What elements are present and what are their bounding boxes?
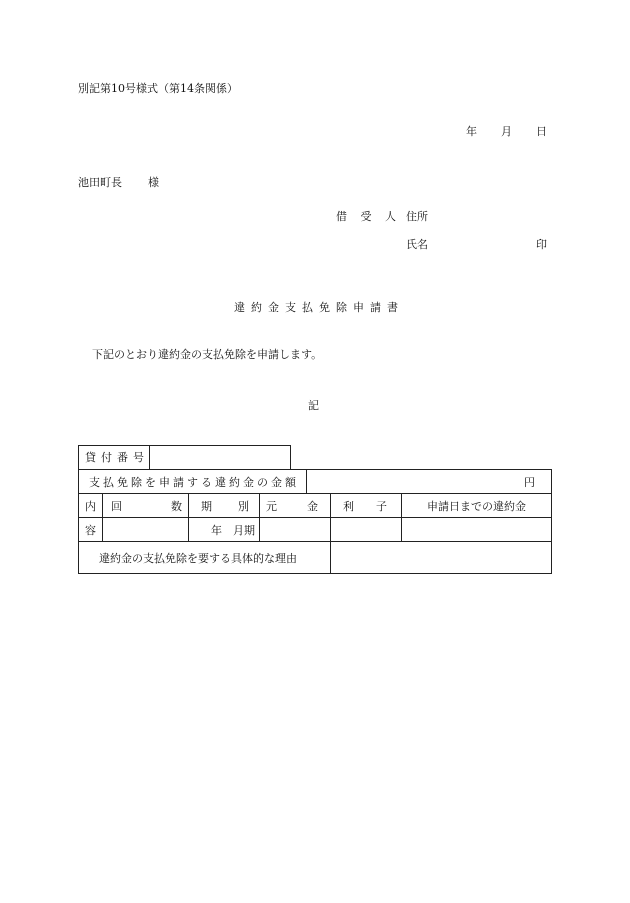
addressee: 池田町長 [78,176,122,189]
loan-number-row [78,445,291,469]
date-day-label: 日 [536,125,547,138]
address-label: 住所 [406,210,428,223]
exemption-amount-field [307,470,552,494]
header-kaisu: 回 数 [103,494,189,518]
name-label: 氏名 [406,238,428,251]
header-rishi: 利 子 [331,494,402,518]
honorific: 様 [148,176,159,189]
applicant-role: 借 受 人 [336,210,401,223]
body-text: 下記のとおり違約金の支払免除を申請します。 [92,348,323,361]
rishi-value [331,518,402,542]
document-title: 違約金支払免除申請書 [234,301,404,314]
header-ganpon: 元 金 [260,494,331,518]
content-label-bottom: 容 [79,518,103,542]
ganpon-value [260,518,331,542]
kibetsu-value: 年 月期 [189,518,260,542]
application-table [78,469,552,574]
penalty-value [402,518,552,542]
header-kibetsu: 期 別 [189,494,260,518]
seal-mark: 印 [536,238,547,251]
date-year-label: 年 [466,125,477,138]
ki-label: 記 [308,399,319,412]
reason-label: 違約金の支払免除を要する具体的な理由 [79,542,331,574]
reason-field [331,542,552,574]
form-reference: 別記第10号様式（第14条関係） [78,82,238,95]
content-label-top: 内 [79,494,103,518]
header-penalty: 申請日までの違約金 [402,494,552,518]
exemption-amount-label: 支払免除を申請する違約金の金額 [79,470,307,494]
date-month-label: 月 [501,125,512,138]
loan-number-label: 貸付番号 [79,446,150,469]
yen-label: 円 [524,475,536,489]
kaisu-value [103,518,189,542]
